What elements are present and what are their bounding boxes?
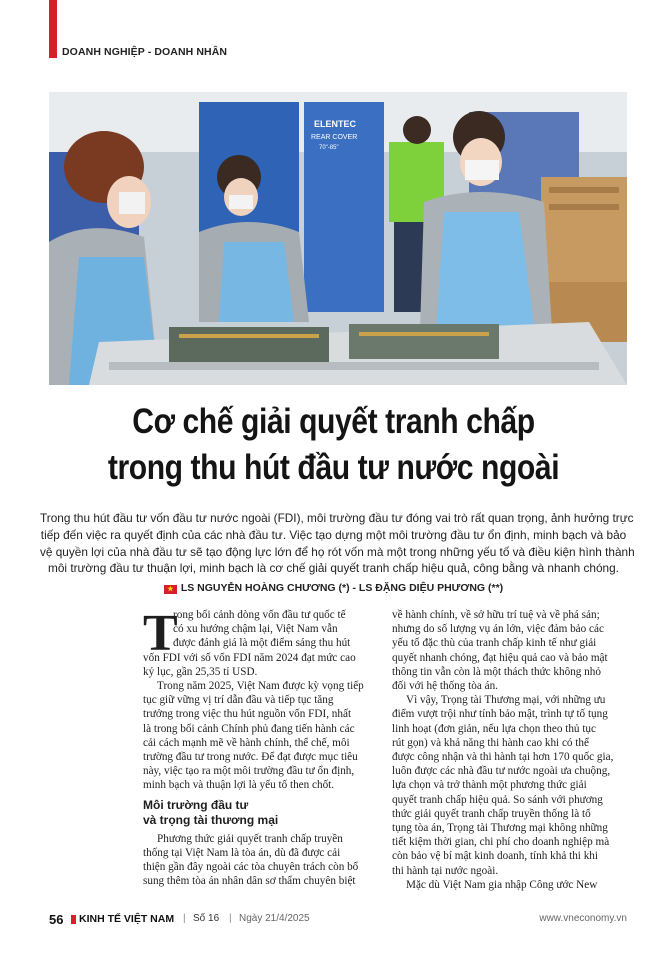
body-column-1: [143, 605, 392, 888]
footer-separator: |: [229, 913, 232, 924]
body-line: trường đầu tư trong nước. Để đạt được mục tiêu: [143, 751, 358, 764]
body-line: rút gọn) và khả năng thi hành cao khi có thể: [392, 736, 589, 749]
body-line: đối với hệ thống tòa án.: [392, 680, 498, 693]
sign-size: 70"-85": [319, 145, 339, 151]
headline-line-1: Cơ chế giải quyết tranh chấp: [132, 402, 535, 441]
body-line: Trong năm 2025, Việt Nam được kỳ vọng tiếp: [157, 680, 364, 693]
website-link[interactable]: www.vneconomy.vn: [539, 913, 627, 924]
section-accent-bar: [49, 0, 57, 58]
hero-photo: [49, 92, 627, 385]
byline-authors: LS NGUYỄN HOÀNG CHƯƠNG (*) - LS ĐẶNG DIỆU PHƯƠNG (**): [180, 582, 504, 594]
body-line: sung thêm tòa án nhân dân sơ thẩm chuyên biệt: [143, 875, 356, 888]
body-line: kỷ lục, gần 25,35 tỉ USD.: [143, 665, 258, 678]
factory-workers-illustration: [49, 92, 627, 385]
body-line: tiết kiệm thời gian, chi phí cho doanh nghiệp mà: [392, 836, 610, 849]
issue-number: Số 16: [193, 913, 220, 924]
body-line: minh bạch và thuận lợi là yếu tố then chốt.: [143, 779, 335, 792]
dropcap: T: [143, 605, 178, 662]
page-footer: [49, 912, 627, 928]
body-line: thi hành tại nước ngoài.: [392, 864, 499, 877]
body-column-2: [392, 608, 630, 892]
body-line: nhưng do số lượng vụ án lớn, việc đảm bảo các: [392, 623, 604, 636]
section-label: DOANH NGHIỆP - DOANH NHÂN: [62, 46, 228, 58]
body-line: này, việc tạo ra một môi trường đầu tư ổn định,: [143, 765, 355, 778]
body-line: có xu hướng chậm lại, Việt Nam vẫn: [173, 623, 338, 636]
body-line: linh hoạt (đơn giản, nếu lựa chọn theo thủ tục: [392, 722, 596, 735]
byline: [0, 582, 667, 594]
lead-line: môi trường đầu tư thuận lợi, minh bạch là cơ chế giải quyết tranh chấp hiệu quả, công bằng và nhanh chóng.: [48, 561, 619, 576]
body-line: quyết nhanh chóng, đạt hiệu quả cao và bảo mật: [392, 651, 608, 664]
body-line: Phương thức giải quyết tranh chấp truyền: [157, 832, 343, 845]
footer-separator: |: [183, 913, 186, 924]
page-number: 56: [49, 912, 64, 927]
lead-line: tiếp đến việc ra quyết định của các nhà đầu tư. Việc tạo dựng một môi trường đầu tư ổn định, minh bạch và bảo: [40, 527, 627, 542]
lead-line: vệ quyền lợi của nhà đầu tư sẽ tạo động lực lớn để họ rót vốn mà một trong những yếu tố và điều kiện hình thành: [40, 544, 635, 559]
body-line: tụng tòa án, Trọng tài Thương mại không những: [392, 822, 608, 835]
body-line: là trong bối cảnh Chính phủ đang tiến hành các: [143, 722, 355, 735]
magazine-name: KINH TẾ VIỆT NAM: [79, 913, 175, 925]
body-line: yếu tố đặc thù của tranh chấp kinh tế như giải: [392, 637, 597, 650]
body-line: được công nhận và thi hành tại hơn 170 quốc gia,: [392, 751, 614, 764]
body-line: rong bối cảnh dòng vốn đầu tư quốc tế: [173, 609, 346, 621]
lead-line: Trong thu hút đầu tư vốn đầu tư nước ngoài (FDI), môi trường đầu tư đóng vai trò rất quan trọng, ảnh hưởng trực: [40, 511, 634, 525]
body-line: tục giữ vững vị trí dẫn đầu và tiếp tục tăng: [143, 694, 334, 707]
body-line: Mặc dù Việt Nam gia nhập Công ước New: [406, 878, 598, 891]
headline-line-2: trong thu hút đầu tư nước ngoài: [107, 448, 560, 487]
subheading-line-1: Môi trường đầu tư: [143, 797, 249, 812]
body-line: thức giải quyết tranh chấp truyền thống là tố: [392, 807, 591, 820]
lead-paragraph: [40, 510, 635, 577]
body-line: điểm vượt trội như tính bảo mật, trình tự tố tụng: [392, 708, 608, 721]
body-line: được đánh giá là một điểm sáng thu hút: [173, 637, 351, 650]
body-line: lựa chọn và trở thành một phương thức giải: [392, 779, 587, 792]
magazine-mark-icon: [71, 915, 76, 924]
body-line: trưởng trong việc thu hút nguồn vốn FDI, nhất: [143, 708, 352, 721]
issue-date: Ngày 21/4/2025: [239, 913, 310, 924]
sign-elentec: ELENTEC: [314, 119, 357, 129]
sign-rear-cover: REAR COVER: [311, 134, 358, 141]
subheading-line-2: và trọng tài thương mại: [143, 812, 279, 827]
body-line: cải cách mạnh mẽ về hành chính, thể chế, môi: [143, 736, 350, 749]
body-line: thống tại Việt Nam là tòa án, dù đã được cải: [143, 846, 341, 859]
body-line: vốn FDI với số vốn FDI năm 2024 đạt mức cao: [143, 651, 356, 664]
body-line: còn bảo vệ bí mật kinh doanh, tính khả thi khi: [392, 850, 599, 863]
body-line: luôn được các nhà đầu tư nước ngoài ưa chuộng,: [392, 765, 611, 778]
body-line: quyết tranh chấp hiệu quả. So sánh với phương: [392, 793, 603, 806]
body-line: về hành chính, về sở hữu trí tuệ và về phá sản;: [392, 609, 600, 621]
body-line: thông tin vẫn còn là một thách thức không nhỏ: [392, 665, 601, 678]
body-line: thiện gần đây ngoài các tòa chuyên trách còn bổ: [143, 861, 359, 874]
body-line: Vì vậy, Trọng tài Thương mại, với những ưu: [406, 694, 606, 707]
vietnam-flag-icon: ★: [164, 585, 177, 594]
